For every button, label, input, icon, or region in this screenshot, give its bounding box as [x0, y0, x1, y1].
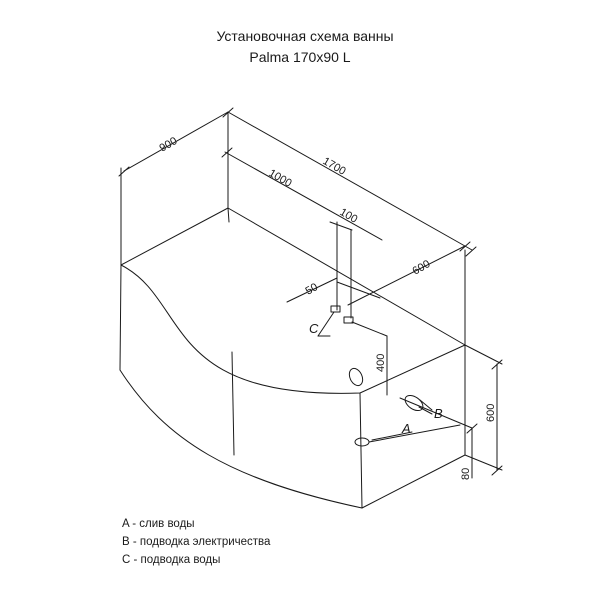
label-b: B — [434, 406, 443, 421]
dim-600-side-ext-top — [465, 345, 502, 364]
tub-top-back-edge — [121, 208, 465, 345]
dim-1700-text: 1700 — [320, 155, 348, 178]
dim-400-line — [352, 322, 387, 336]
dim-600-top-line — [348, 246, 465, 305]
diagram-subtitle: Palma 170x90 L — [249, 49, 351, 65]
label-c: C — [309, 321, 319, 336]
dim-1000-text: 1000 — [266, 167, 294, 190]
water-inlet-1 — [331, 306, 340, 312]
legend-item-electric: B - подводка электричества — [122, 536, 271, 548]
dim-600-side-ext-bot — [465, 455, 502, 470]
tub-front-right-vertical — [360, 393, 362, 508]
dim-80-text: 80 — [460, 467, 472, 480]
dim-900-text: 900 — [157, 135, 180, 155]
overflow-hole — [347, 366, 365, 387]
dim-600-side-text: 600 — [485, 403, 497, 422]
legend-item-drain: A - слив воды — [122, 518, 195, 530]
diagram-title: Установочная схема ванны — [216, 28, 394, 44]
dim-1700-tick-r — [466, 247, 476, 256]
electric-port — [402, 392, 425, 413]
tub-bottom-front-curve — [120, 370, 362, 508]
dim-1000-line — [225, 152, 382, 240]
apron-panel-seam — [232, 352, 234, 455]
tub-left-vertical — [120, 265, 121, 370]
dim-600-top-text: 600 — [410, 258, 433, 278]
drain-outlet — [355, 438, 369, 446]
dim-50-text: 50 — [303, 281, 321, 298]
dim-100-line — [330, 222, 352, 230]
drain-line — [369, 425, 460, 442]
legend-item-water: C - подводка воды — [122, 554, 221, 566]
dim-50-connector — [337, 282, 380, 298]
tub-bottom-right-edge — [362, 455, 465, 508]
dim-100-text: 100 — [337, 206, 360, 226]
label-c-leader — [318, 312, 334, 336]
label-a: A — [402, 421, 411, 436]
dim-400-text: 400 — [375, 353, 387, 372]
tub-top-front-curve — [121, 265, 465, 393]
back-corner-vertical — [228, 208, 229, 222]
